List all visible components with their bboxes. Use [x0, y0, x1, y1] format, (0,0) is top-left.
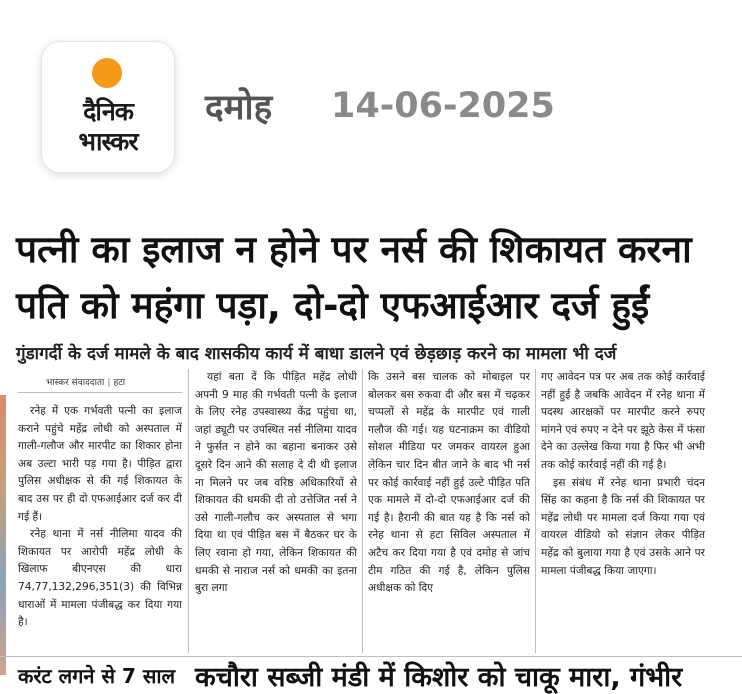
paragraph: इस संबंध में रनेह थाना प्रभारी चंदन सिंह का कहना है कि नर्स की शिकायत पर महेंद्र लोधी पर मामला दर्ज किया गया एवं वायरल वीडियो को संज्ञान लेकर पीड़ित महेंद्र को बुलाया गया है एवं उसके आने पर मामला पंजीबद्ध किया जाएगा।: [541, 476, 705, 577]
article-column-3: [368, 369, 530, 653]
paragraph: रनेह थाना में नर्स नीलिमा यादव की शिकायत पर आरोपी महेंद्र लोधी के खिलाफ बीएनएस की धारा 74,77,132,296,351(3) की विभिन्न धाराओं में मामला पंजीबद्ध कर दिया गया है।: [18, 528, 182, 629]
logo-text-line2: भास्कर: [78, 127, 138, 156]
next-article-headline-right: कचौरा सब्जी मंडी में किशोर को चाकू मारा, गंभीर: [195, 662, 683, 693]
paragraph: कि उसने बस चालक को मोबाइल पर बोलकर बस रुकवा दी और बस में चढ़कर चप्पलों से महेंद्र के मारपीट एवं गाली गलौज की गई। यह घटनाक्रम का वीडियो सोशल मीडिया पर जमकर वायरल हुआ लेकिन चार दिन बीत जाने के बाद भी नर्स पर कोई कार्रवाई नहीं हुई उल्टे पीड़ित पति एक मामले में दो-दो एफआईआर दर्ज की गई है। हैरानी की बात यह है कि नर्स को रनेह थाना से हटा सिविल अस्पताल में अटैच कर दिया गया है एवं दमोह से जांच टीम गठित की गई है, लेकिन पुलिस अधीक्षक को दिए: [368, 371, 530, 595]
article-column-1: [18, 403, 182, 653]
article-column-4: [541, 369, 705, 653]
logo-text-line1: दैनिक: [83, 97, 133, 126]
article-subheadline: गुंडागर्दी के दर्ज मामले के बाद शासकीय कार्य में बाधा डालने एवं छेड़छाड़ करने का मामला भी दर्ज: [16, 344, 617, 364]
headline-line-1: पत्नी का इलाज न होने पर नर्स की शिकायत करना: [16, 228, 692, 271]
article-headline: [16, 222, 736, 334]
byline-rule: [18, 392, 182, 393]
byline: भास्कर संवाददाता | हटा: [46, 378, 126, 388]
paragraph: रनेह में एक गर्भवती पत्नी का इलाज कराने पहुंचे महेंद्र लोधी को अस्पताल में गाली-गलौज और मारपीट का शिकार होना अब उल्टा भारी पड़ गया है। पीड़ित द्वारा पुलिस अधीक्षक से की गई शिकायत के बाद उस पर ही दो एफआईआर दर्ज कर दी गई हैं।: [18, 405, 182, 523]
next-article-headline-left: करंट लगने से 7 साल: [18, 664, 176, 688]
paragraph: गए आवेदन पत्र पर अब तक कोई कार्रवाई नहीं हुई है जबकि आवेदन में रनेह थाना में पदस्थ आरक्षकों पर मारपीट करने रुपए मांगने एवं रुपए न देने पर झूठे केस में फंसा देने का उल्लेख किया गया है फिर भी अभी तक कोई कार्रवाई नहीं की गई है।: [541, 371, 705, 471]
article-column-2: [195, 369, 357, 653]
column-divider: [535, 369, 536, 653]
byline-city: हटा: [113, 378, 126, 388]
adjacent-photo-edge: [0, 395, 6, 675]
column-divider: [362, 369, 363, 653]
paragraph: यहां बता दें कि पीड़ित महेंद्र लोधी अपनी 9 माह की गर्भवती पत्नी के इलाज के लिए रनेह उपस्वास्थ्य केंद्र पहुंचा था, जहां ड्यूटी पर उपस्थित नर्स नीलिमा यादव ने फुर्सत न होने का बहाना बनाकर उसे दूसरे दिन आने की सलाह दे दी थी इलाज ना मिलने पर जब वरिष्ठ अधिकारियों से शिकायत की धमकी दी तो उत्तेजित नर्स ने उसे गाली-गलौच कर अस्पताल से भगा दिया था एवं पीड़ित बस में बैठकर घर के लिए रवाना हो गया, लेकिन शिकायत की धमकी से नाराज नर्स को धमकी का इतना बुरा लगा: [195, 371, 357, 595]
column-divider: [188, 369, 189, 653]
edition-city: दमोह: [205, 88, 273, 128]
byline-source: भास्कर संवाददाता: [46, 378, 105, 388]
headline-line-2: पति को महंगा पड़ा, दो-दो एफआईआर दर्ज हुईं: [16, 284, 650, 327]
edition-date: 14-06-2025: [331, 86, 555, 126]
dainik-bhaskar-logo: [42, 42, 174, 172]
sun-icon: [92, 58, 122, 88]
